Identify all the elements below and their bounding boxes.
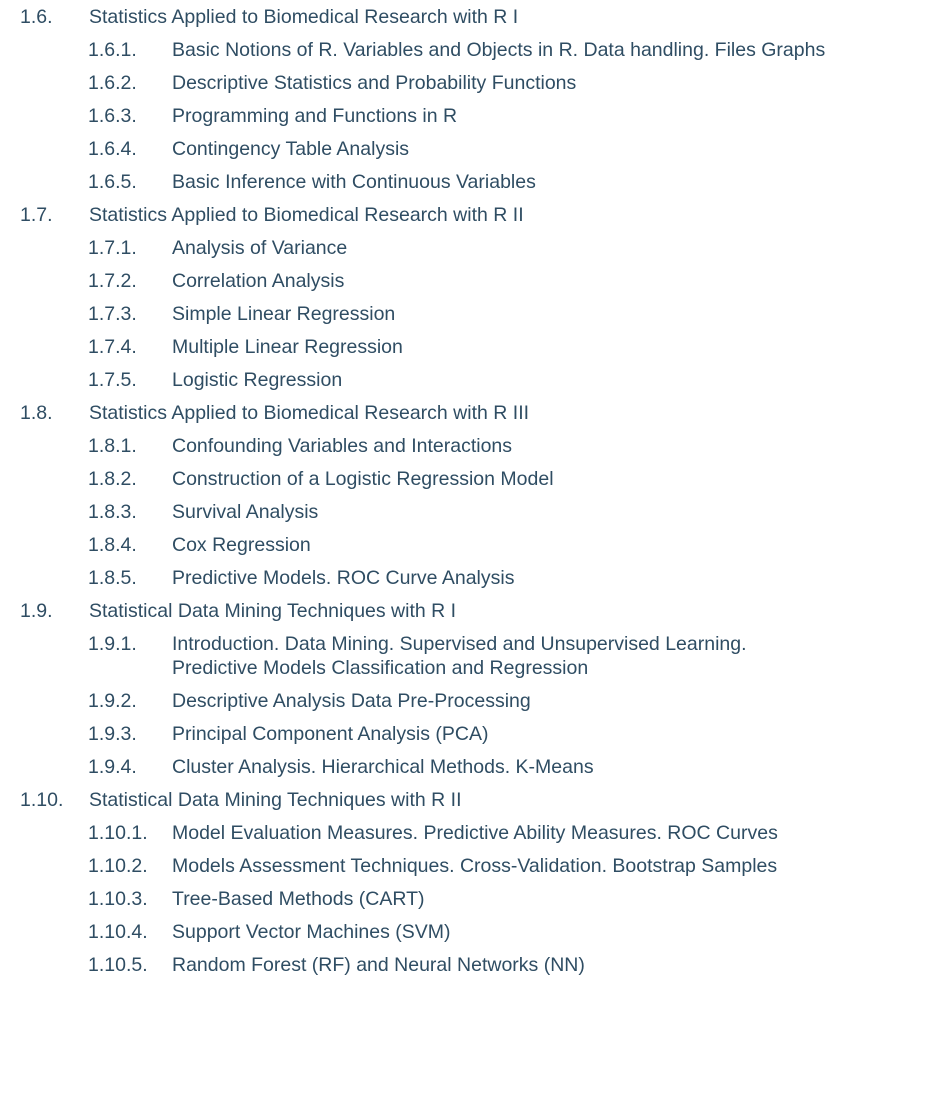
section-title: Statistical Data Mining Techniques with R II	[89, 788, 462, 811]
item-number: 1.10.3.	[88, 887, 148, 910]
item-title: Descriptive Statistics and Probability Functions	[172, 71, 577, 94]
item-title: Analysis of Variance	[172, 236, 348, 259]
list-item	[0, 882, 928, 915]
item-number: 1.8.2.	[88, 467, 137, 490]
section-1-6	[0, 0, 928, 198]
item-number: 1.6.1.	[88, 38, 137, 61]
list-item	[0, 297, 928, 330]
list-item	[0, 915, 928, 948]
section-1-9	[0, 594, 928, 783]
list-item	[0, 528, 928, 561]
item-number: 1.10.4.	[88, 920, 148, 943]
item-number: 1.7.4.	[88, 335, 137, 358]
list-item	[0, 132, 928, 165]
section-title: Statistics Applied to Biomedical Research with R III	[89, 401, 530, 424]
section-heading	[0, 783, 928, 816]
item-number: 1.7.1.	[88, 236, 137, 259]
section-title: Statistical Data Mining Techniques with R I	[89, 599, 457, 622]
item-number: 1.8.4.	[88, 533, 137, 556]
section-number: 1.8.	[20, 401, 53, 424]
item-title: Models Assessment Techniques. Cross-Validation. Bootstrap Samples	[172, 854, 778, 877]
item-number: 1.7.5.	[88, 368, 137, 391]
section-number: 1.7.	[20, 203, 53, 226]
item-number: 1.6.3.	[88, 104, 137, 127]
list-item	[0, 429, 928, 462]
item-title: Confounding Variables and Interactions	[172, 434, 513, 457]
item-number: 1.6.2.	[88, 71, 137, 94]
list-item	[0, 684, 928, 717]
list-item	[0, 462, 928, 495]
section-heading	[0, 396, 928, 429]
item-title: Logistic Regression	[172, 368, 343, 391]
item-number: 1.8.1.	[88, 434, 137, 457]
item-title: Principal Component Analysis (PCA)	[172, 722, 489, 745]
item-title: Simple Linear Regression	[172, 302, 396, 325]
section-heading	[0, 0, 928, 33]
list-item	[0, 849, 928, 882]
list-item	[0, 66, 928, 99]
section-1-10	[0, 783, 928, 981]
section-heading	[0, 594, 928, 627]
item-title: Tree-Based Methods (CART)	[172, 887, 425, 910]
section-title: Statistics Applied to Biomedical Research with R I	[89, 5, 519, 28]
item-number: 1.10.5.	[88, 953, 148, 976]
item-title: Support Vector Machines (SVM)	[172, 920, 451, 943]
list-item	[0, 627, 928, 684]
item-title: Cluster Analysis. Hierarchical Methods. K-Means	[172, 755, 594, 778]
item-title: Model Evaluation Measures. Predictive Ability Measures. ROC Curves	[172, 821, 778, 844]
section-1-8	[0, 396, 928, 594]
item-title: Introduction. Data Mining. Supervised and Unsupervised Learning. Predictive Models Classification and Regression	[172, 632, 747, 679]
list-item	[0, 99, 928, 132]
item-number: 1.9.4.	[88, 755, 137, 778]
item-title: Basic Notions of R. Variables and Objects in R. Data handling. Files Graphs	[172, 38, 826, 61]
list-item	[0, 231, 928, 264]
item-number: 1.6.5.	[88, 170, 137, 193]
list-item	[0, 165, 928, 198]
section-1-7	[0, 198, 928, 396]
item-title: Descriptive Analysis Data Pre-Processing	[172, 689, 531, 712]
item-title: Cox Regression	[172, 533, 311, 556]
item-title: Basic Inference with Continuous Variables	[172, 170, 536, 193]
item-title: Contingency Table Analysis	[172, 137, 410, 160]
list-item	[0, 330, 928, 363]
list-item	[0, 561, 928, 594]
list-item	[0, 948, 928, 981]
item-title: Random Forest (RF) and Neural Networks (NN)	[172, 953, 585, 976]
list-item	[0, 264, 928, 297]
list-item	[0, 750, 928, 783]
section-number: 1.9.	[20, 599, 53, 622]
item-title: Programming and Functions in R	[172, 104, 458, 127]
section-number: 1.6.	[20, 5, 53, 28]
item-title: Survival Analysis	[172, 500, 319, 523]
item-number: 1.7.2.	[88, 269, 137, 292]
item-number: 1.10.1.	[88, 821, 148, 844]
list-item	[0, 363, 928, 396]
item-number: 1.9.2.	[88, 689, 137, 712]
item-number: 1.9.3.	[88, 722, 137, 745]
item-number: 1.10.2.	[88, 854, 148, 877]
item-title: Correlation Analysis	[172, 269, 345, 292]
item-number: 1.8.3.	[88, 500, 137, 523]
section-title: Statistics Applied to Biomedical Research with R II	[89, 203, 524, 226]
item-number: 1.6.4.	[88, 137, 137, 160]
list-item	[0, 33, 928, 66]
list-item	[0, 816, 928, 849]
list-item	[0, 495, 928, 528]
item-number: 1.9.1.	[88, 632, 137, 655]
item-number: 1.8.5.	[88, 566, 137, 589]
item-title: Multiple Linear Regression	[172, 335, 403, 358]
item-number: 1.7.3.	[88, 302, 137, 325]
section-number: 1.10.	[20, 788, 64, 811]
section-heading	[0, 198, 928, 231]
item-title: Predictive Models. ROC Curve Analysis	[172, 566, 515, 589]
list-item	[0, 717, 928, 750]
item-title: Construction of a Logistic Regression Model	[172, 467, 554, 490]
